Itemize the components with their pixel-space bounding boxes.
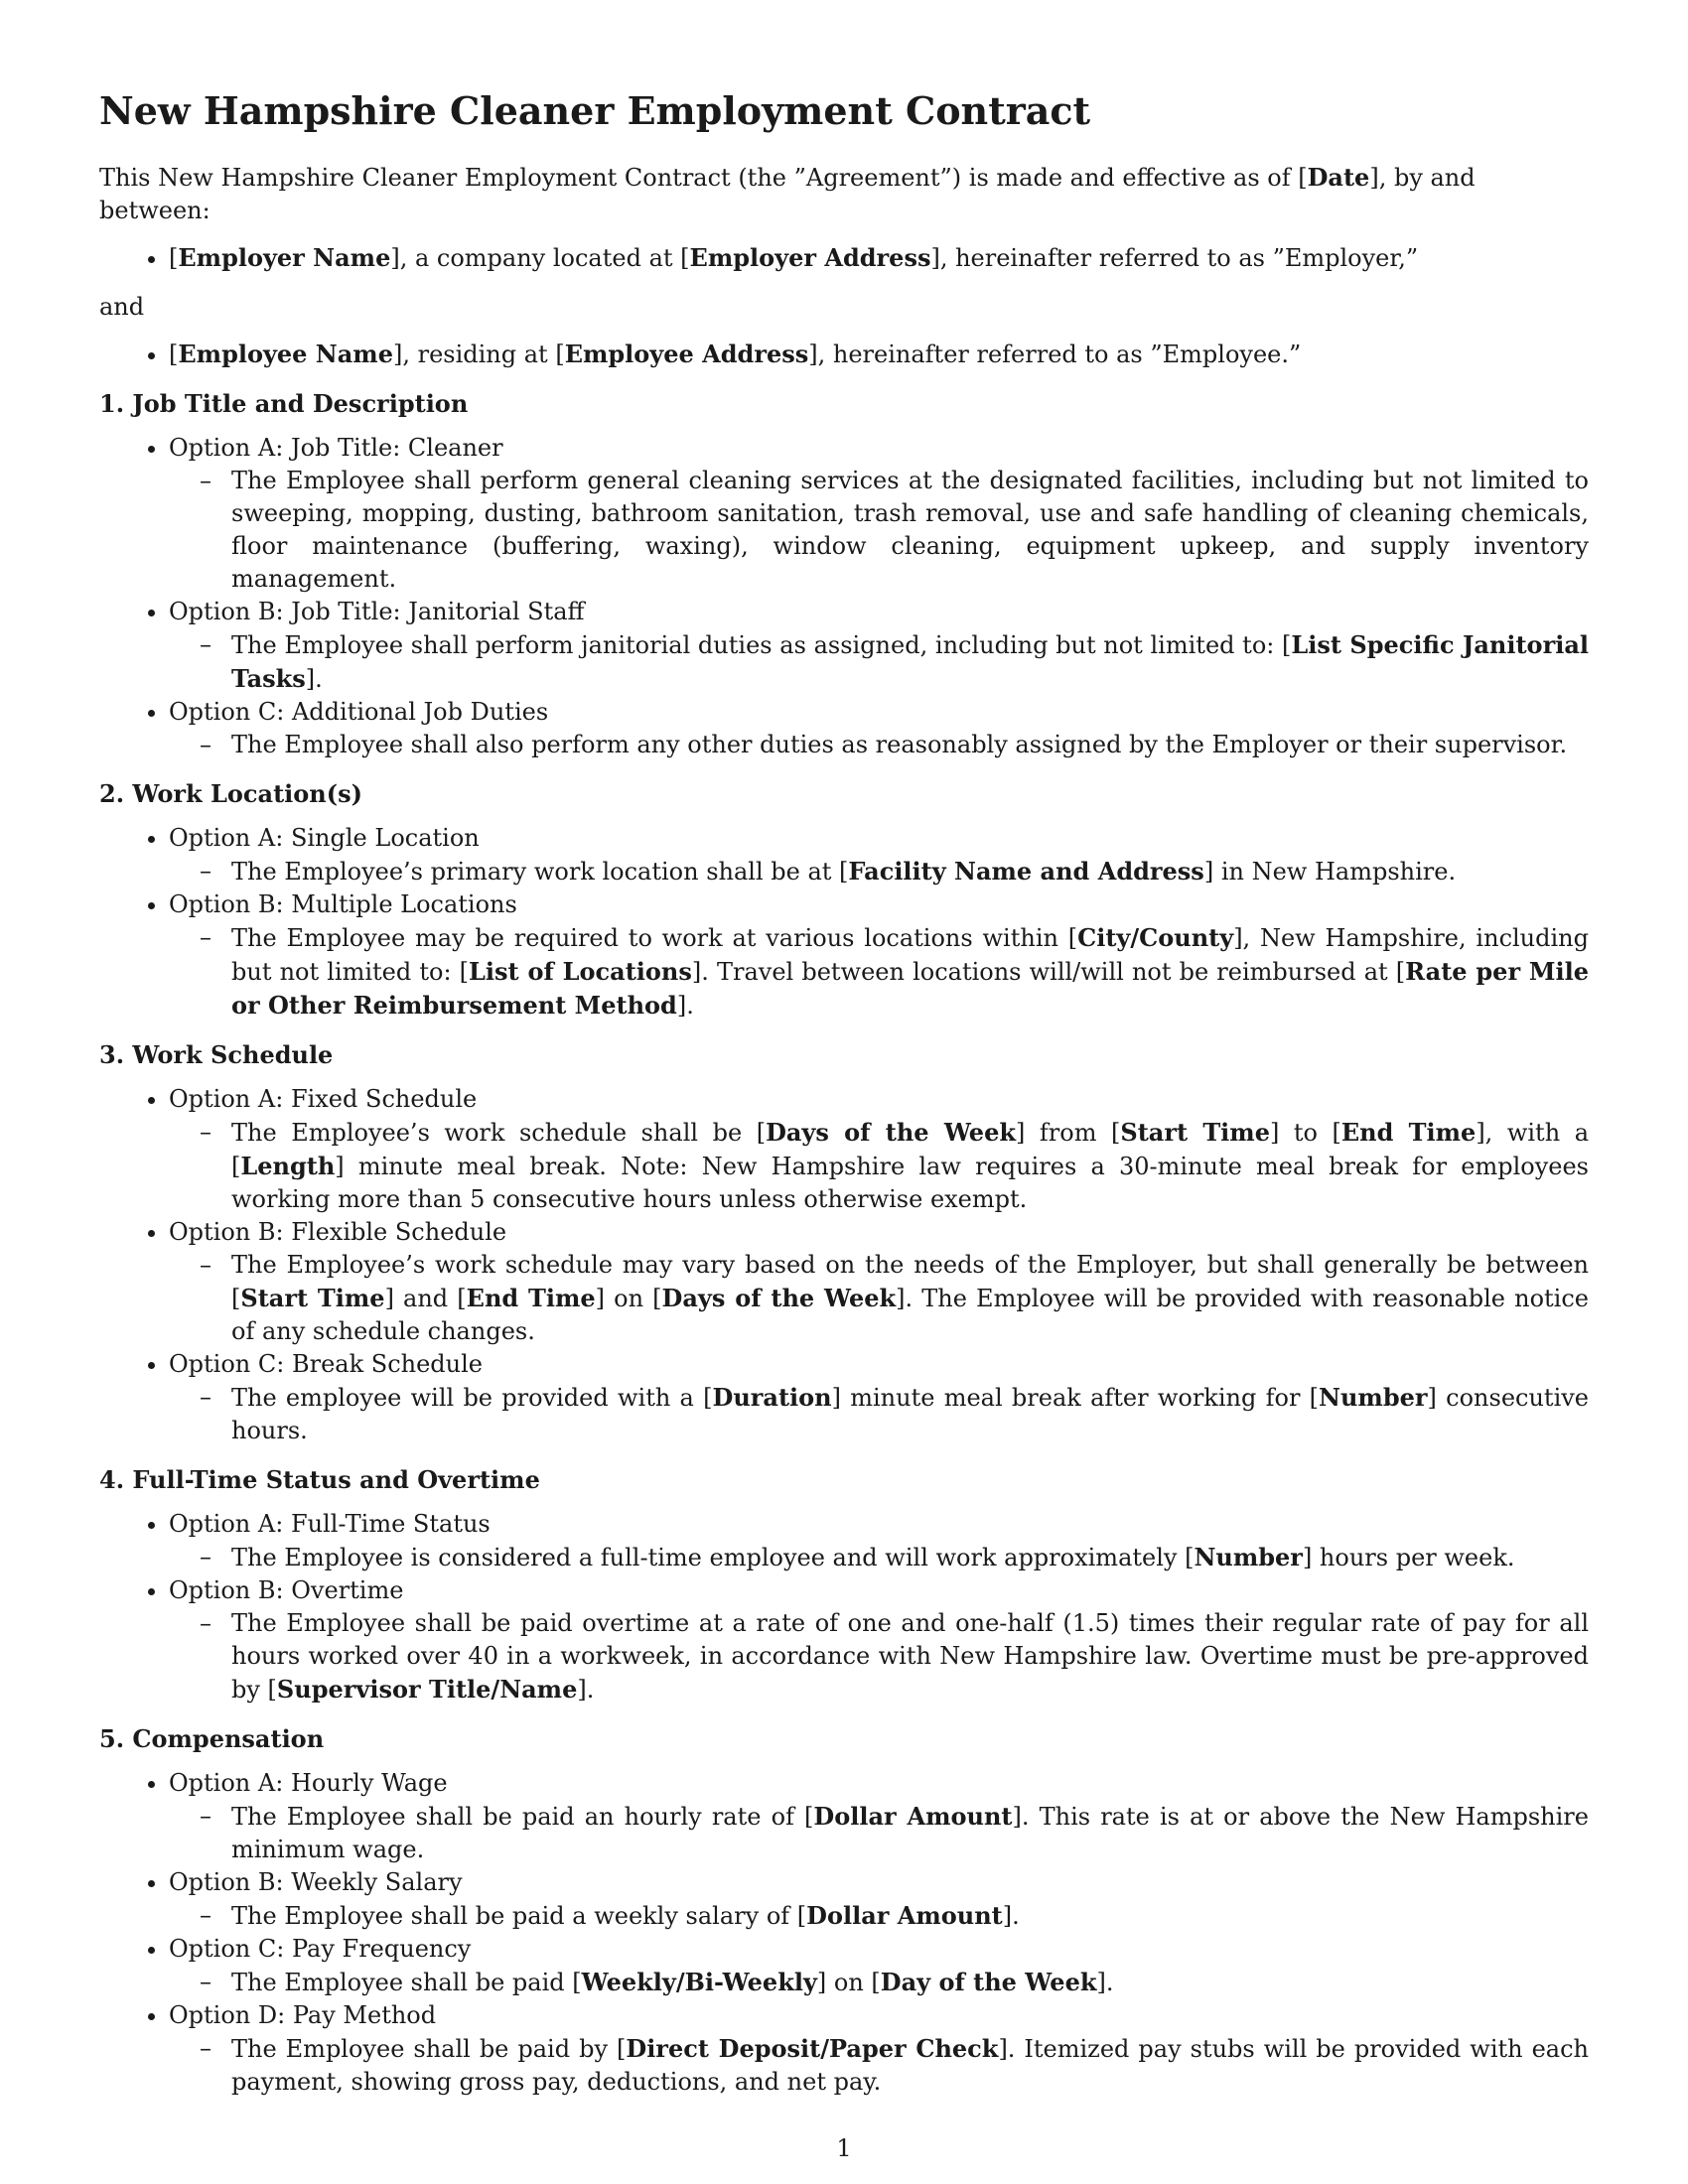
placeholder-field: Start Time (240, 1284, 385, 1312)
placeholder-field: End Time (1340, 1118, 1477, 1147)
option-detail (231, 1800, 1589, 1866)
section-heading: 5. Compensation (99, 1724, 325, 1753)
text-run: ]. (676, 992, 694, 1020)
text-run: ] to [ (1269, 1119, 1341, 1147)
placeholder-field: Dollar Amount (806, 1901, 1003, 1930)
option-item (169, 1866, 1589, 1933)
text-run: The employee will be provided with a [ (231, 1384, 713, 1412)
placeholder-field: Facility Name and Address (848, 857, 1204, 886)
placeholder-field: End Time (466, 1284, 596, 1312)
text-run: [ (169, 341, 179, 368)
option-item (169, 1999, 1589, 2099)
option-detail (231, 1381, 1589, 1447)
text-run: ] minute meal break after working for [ (831, 1384, 1320, 1412)
employer-party (169, 241, 1589, 275)
section-heading: 4. Full-Time Status and Overtime (99, 1465, 540, 1494)
text-run: ]. (1002, 1902, 1020, 1930)
option-detail-list (169, 729, 1589, 761)
option-item (169, 696, 1589, 761)
placeholder-field: Weekly/Bi-Weekly (581, 1968, 817, 1996)
option-item (169, 432, 1589, 596)
option-detail (231, 855, 1589, 888)
placeholder-field: Employer Name (178, 243, 391, 272)
text-run: ]. This rate is at or above the New Hampshire minimum wage. (231, 1803, 1589, 1863)
placeholder-field: Supervisor Title/Name (276, 1675, 578, 1704)
text-run: ]. Itemized pay stubs will be provided with each payment, showing gross pay, deductions, and net pay. (231, 2035, 1590, 2096)
text-run: The Employee shall be paid [ (231, 1969, 582, 1996)
text-run: ], with a [ (231, 1119, 1590, 1180)
placeholder-field: Date (1307, 163, 1370, 192)
option-detail-list (169, 1116, 1589, 1216)
text-run: This New Hampshire Cleaner Employment Contract (the ”Agreement”) is made and effective as of [ (99, 164, 1308, 192)
option-item (169, 1767, 1589, 1866)
text-run: The Employee’s primary work location shall be at [ (231, 858, 849, 886)
text-run: The Employee’s work schedule shall be [ (231, 1119, 767, 1147)
option-detail (231, 1966, 1589, 1999)
section-heading: 2. Work Location(s) (99, 779, 362, 808)
option-label: Option A: Full-Time Status (169, 1510, 491, 1538)
text-run: The Employee shall perform general cleaning services at the designated facilities, including but not limited to sweeping, mopping, dusting, bathroom sanitation, trash removal, use and safe handling of cleaning chemicals, floor maintenance (buffering, waxing), window cleaning, equipment upkeep, and supply inventory management. (231, 467, 1589, 593)
placeholder-field: Day of the Week (880, 1968, 1097, 1996)
option-label: Option A: Fixed Schedule (169, 1085, 478, 1113)
option-label: Option A: Job Title: Cleaner (169, 434, 503, 462)
text-run: ], New Hampshire, including but not limited to: [ (231, 924, 1590, 986)
text-run: ], by and between: (99, 164, 1476, 224)
page-number: 1 (836, 2134, 852, 2162)
section-heading: 3. Work Schedule (99, 1040, 334, 1069)
option-item (169, 1216, 1589, 1348)
option-item (169, 822, 1589, 888)
option-detail-list (169, 465, 1589, 596)
text-run: The Employee shall be paid by [ (231, 2035, 627, 2063)
document-body (99, 87, 1589, 2115)
option-detail (231, 1899, 1589, 1933)
option-detail-list (169, 1541, 1589, 1574)
option-label: Option C: Pay Frequency (169, 1935, 472, 1963)
placeholder-field: Duration (712, 1383, 832, 1412)
text-run: The Employee’s work schedule may vary based on the needs of the Employer, but shall generally be between [ (231, 1251, 1589, 1312)
intro-paragraph (99, 161, 1589, 227)
text-run: ]. (1096, 1969, 1114, 1996)
text-run: ]. The Employee will be provided with reasonable notice of any schedule changes. (231, 1285, 1589, 1345)
text-run: ] from [ (1015, 1119, 1121, 1147)
contract-sections (99, 387, 1589, 2099)
option-label: Option A: Hourly Wage (169, 1769, 448, 1797)
option-item (169, 888, 1589, 1023)
option-label: Option C: Break Schedule (169, 1350, 484, 1378)
text-run: The Employee shall be paid an hourly rate of [ (231, 1803, 814, 1831)
option-label: Option C: Additional Job Duties (169, 698, 549, 726)
placeholder-field: Employee Name (178, 340, 393, 368)
text-run: ]. Travel between locations will/will not be reimbursed at [ (691, 958, 1406, 986)
placeholder-field: Direct Deposit/Paper Check (626, 2034, 999, 2063)
placeholder-field: Employee Address (564, 340, 809, 368)
and-connector: and (99, 293, 145, 321)
option-item (169, 1574, 1589, 1706)
placeholder-field: Employer Address (689, 243, 931, 272)
placeholder-field: List Specific Janitorial Tasks (231, 630, 1589, 693)
option-item (169, 1508, 1589, 1574)
text-run: The Employee is considered a full-time employee and will work approximately [ (231, 1544, 1195, 1571)
placeholder-field: City/County (1077, 923, 1234, 952)
employer-party-list (99, 241, 1589, 275)
option-list (99, 1508, 1589, 1706)
employee-party (169, 338, 1589, 371)
placeholder-field: List of Locations (469, 957, 692, 986)
text-run: [ (169, 244, 179, 272)
option-detail (231, 465, 1589, 596)
option-label: Option B: Flexible Schedule (169, 1218, 507, 1246)
text-run: ] consecutive hours. (231, 1384, 1590, 1444)
text-run: ], a company located at [ (390, 244, 690, 272)
text-run: ], hereinafter referred to as ”Employee.” (808, 341, 1302, 368)
option-label: Option D: Pay Method (169, 2001, 437, 2029)
option-detail-list (169, 1966, 1589, 1999)
text-run: The Employee may be required to work at various locations within [ (231, 924, 1078, 952)
option-item (169, 1083, 1589, 1216)
placeholder-field: Dollar Amount (813, 1802, 1013, 1831)
text-run: ] minute meal break. Note: New Hampshire law requires a 30-minute meal break for employees working more than 5 consecutive hours unless otherwise exempt. (231, 1153, 1589, 1213)
document-title: New Hampshire Cleaner Employment Contract (99, 88, 1091, 133)
placeholder-field: Rate per Mile or Other Reimbursement Method (231, 957, 1589, 1020)
option-list (99, 822, 1589, 1023)
text-run: The Employee shall perform janitorial duties as assigned, including but not limited to: [ (231, 631, 1292, 659)
placeholder-field: Days of the Week (766, 1118, 1016, 1147)
text-run: The Employee shall be paid overtime at a rate of one and one-half (1.5) times their regular rate of pay for all hours worked over 40 in a workweek, in accordance with New Hampshire law. Overtime must be pre-approved by [ (231, 1609, 1589, 1704)
option-list (99, 432, 1589, 761)
option-detail-list (169, 921, 1589, 1023)
text-run: ] on [ (816, 1969, 881, 1996)
option-detail-list (169, 2032, 1589, 2099)
placeholder-field: Start Time (1120, 1118, 1270, 1147)
option-detail (231, 1116, 1589, 1216)
text-run: The Employee shall also perform any other duties as reasonably assigned by the Employer or their supervisor. (231, 731, 1568, 758)
text-run: ] hours per week. (1302, 1544, 1515, 1571)
option-detail (231, 2032, 1589, 2099)
option-detail (231, 1249, 1589, 1348)
text-run: ]. (305, 665, 323, 693)
option-label: Option B: Job Title: Janitorial Staff (169, 598, 585, 625)
option-detail-list (169, 1249, 1589, 1348)
text-run: The Employee shall be paid a weekly salary of [ (231, 1902, 807, 1930)
text-run: ], residing at [ (392, 341, 565, 368)
option-detail (231, 1541, 1589, 1574)
option-detail-list (169, 1607, 1589, 1706)
text-run: ], hereinafter referred to as ”Employer,” (930, 244, 1419, 272)
option-detail (231, 921, 1589, 1023)
employee-party-list (99, 338, 1589, 371)
option-item (169, 596, 1589, 696)
option-item (169, 1348, 1589, 1447)
option-detail-list (169, 1800, 1589, 1866)
text-run: ] and [ (384, 1285, 467, 1312)
placeholder-field: Length (240, 1152, 336, 1180)
option-detail-list (169, 1381, 1589, 1447)
option-detail (231, 1607, 1589, 1706)
option-detail-list (169, 628, 1589, 696)
text-run: ] in New Hampshire. (1203, 858, 1457, 886)
option-label: Option B: Multiple Locations (169, 890, 517, 918)
option-detail (231, 729, 1589, 761)
placeholder-field: Number (1319, 1383, 1428, 1412)
placeholder-field: Days of the Week (661, 1284, 897, 1312)
option-label: Option B: Overtime (169, 1576, 404, 1604)
section-heading: 1. Job Title and Description (99, 389, 469, 418)
text-run: ] on [ (595, 1285, 662, 1312)
placeholder-field: Number (1194, 1543, 1303, 1571)
option-item (169, 1933, 1589, 1999)
option-list (99, 1083, 1589, 1447)
option-detail (231, 628, 1589, 696)
option-detail-list (169, 1899, 1589, 1933)
option-label: Option B: Weekly Salary (169, 1868, 463, 1896)
option-list (99, 1767, 1589, 2099)
option-detail-list (169, 855, 1589, 888)
text-run: ]. (577, 1676, 595, 1704)
option-label: Option A: Single Location (169, 824, 480, 852)
